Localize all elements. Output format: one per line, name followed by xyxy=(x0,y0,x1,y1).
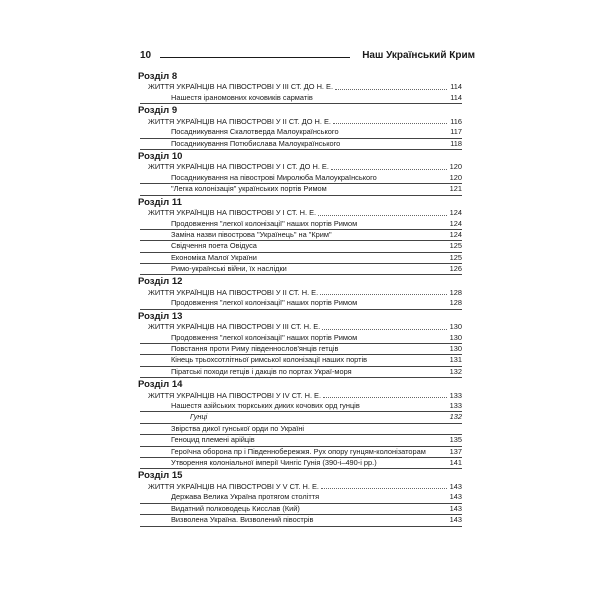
entry-title: Гунці xyxy=(190,412,448,422)
entry-title: ЖИТТЯ УКРАЇНЦІВ НА ПІВОСТРОВІ У ІІІ СТ. ДО Н. Е. xyxy=(148,82,334,92)
entry-title: ЖИТТЯ УКРАЇНЦІВ НА ПІВОСТРОВІ У ІІ СТ. Н. Е. xyxy=(148,287,319,297)
section-title: Розділ 12 xyxy=(138,276,183,288)
entry-page-number: 143 xyxy=(449,515,462,525)
entry-title: Звірства дикої гунської орди по Україні xyxy=(171,424,448,434)
dot-leader xyxy=(322,329,447,330)
entry-page-number: 132 xyxy=(449,412,462,422)
toc-entry[interactable] xyxy=(140,435,462,446)
toc-entry[interactable] xyxy=(140,492,462,503)
entry-title: Посадникування Потюбислава Малоукраїнського xyxy=(171,139,448,149)
entry-title: ЖИТТЯ УКРАЇНЦІВ НА ПІВОСТРОВІ У ІІ СТ. ДО Н. Е. xyxy=(148,116,331,126)
table-of-contents xyxy=(140,70,462,527)
toc-section xyxy=(140,197,462,276)
dot-leader xyxy=(333,123,447,124)
entry-page-number: 114 xyxy=(450,92,462,102)
entry-title: Держава Велика Україна протягом століття xyxy=(171,492,448,502)
entry-page-number: 130 xyxy=(449,344,462,354)
entry-page-number: 130 xyxy=(449,332,462,342)
toc-entry[interactable] xyxy=(140,504,462,515)
entry-title: "Легка колонізація" українських портів Римом xyxy=(171,184,448,194)
running-title: Наш Український Крим xyxy=(362,50,475,61)
entry-title: ЖИТТЯ УКРАЇНЦІВ НА ПІВОСТРОВІ У IV СТ. Н. Е. xyxy=(148,390,322,400)
entry-page-number: 137 xyxy=(449,446,462,456)
toc-section xyxy=(140,276,462,309)
entry-title: Продовження "легкої колонізації" наших портів Римом xyxy=(171,333,448,343)
toc-entry[interactable] xyxy=(140,515,462,526)
toc-entry[interactable] xyxy=(140,241,462,252)
entry-page-number: 114 xyxy=(450,82,462,92)
dot-leader xyxy=(335,89,447,90)
toc-entry[interactable] xyxy=(140,184,462,195)
entry-title: Кінець трьохсотлітньої римської колонізації наших портів xyxy=(171,355,448,365)
toc-section xyxy=(140,71,462,104)
toc-entry[interactable] xyxy=(140,344,462,355)
toc-section xyxy=(140,311,462,378)
entry-page-number: 124 xyxy=(449,229,462,239)
entry-page-number: 133 xyxy=(449,390,462,400)
toc-section xyxy=(140,379,462,469)
dot-leader xyxy=(318,215,447,216)
toc-entry[interactable] xyxy=(140,333,462,344)
entry-page-number: 126 xyxy=(449,264,462,274)
toc-entry[interactable] xyxy=(140,173,462,184)
entry-title: Продовження "легкої колонізації" наших портів Римом xyxy=(171,298,448,308)
entry-page-number: 117 xyxy=(450,127,462,137)
toc-entry[interactable] xyxy=(140,424,462,435)
entry-title: ЖИТТЯ УКРАЇНЦІВ НА ПІВОСТРОВІ У І СТ. Н. Е. xyxy=(148,208,317,218)
toc-entry[interactable] xyxy=(140,458,462,469)
entry-page-number: 121 xyxy=(449,184,462,194)
section-title: Розділ 11 xyxy=(138,196,182,208)
entry-title: Посадникування на півострові Миролюба Малоукраїнського xyxy=(171,173,448,183)
toc-section xyxy=(140,105,462,150)
toc-entry[interactable] xyxy=(140,367,462,378)
entry-title: Посадникування Скалотверда Малоукраїнського xyxy=(171,127,448,137)
header-rule xyxy=(160,57,350,58)
entry-title: Піратські походи гетців і дакців по портах Украї-моря xyxy=(171,367,448,377)
toc-entry[interactable] xyxy=(140,447,462,458)
entry-title: Геноцид племені арійців xyxy=(171,435,448,445)
entry-title: ЖИТТЯ УКРАЇНЦІВ НА ПІВОСТРОВІ У ІІІ СТ. Н. Е. xyxy=(148,322,321,332)
entry-page-number: 132 xyxy=(449,366,462,376)
entry-title: Нашестя азійських тюркських диких кочових орд гунців xyxy=(171,401,448,411)
entry-page-number: 120 xyxy=(449,162,462,172)
entry-page-number: 133 xyxy=(449,401,462,411)
dot-leader xyxy=(323,397,447,398)
entry-title: Свідчення поета Овідуса xyxy=(171,241,448,251)
toc-chapter-entry[interactable] xyxy=(140,83,462,93)
entry-page-number: 141 xyxy=(449,458,462,468)
entry-title: Продовження "легкої колонізації" наших портів Римом xyxy=(171,219,448,229)
entry-title: Римо-українські війни, їх наслідки xyxy=(171,264,448,274)
entry-page-number: 124 xyxy=(449,208,462,218)
toc-entry[interactable] xyxy=(140,264,462,275)
toc-chapter-entry[interactable] xyxy=(140,391,462,401)
toc-chapter-entry[interactable] xyxy=(140,322,462,332)
dot-leader xyxy=(321,488,447,489)
entry-page-number: 143 xyxy=(449,503,462,513)
entry-title: Нашестя іраномовних кочовиків сарматів xyxy=(171,93,448,103)
toc-entry[interactable] xyxy=(140,93,462,104)
page-number: 10 xyxy=(140,50,152,61)
toc-section xyxy=(140,470,462,526)
entry-title: ЖИТТЯ УКРАЇНЦІВ НА ПІВОСТРОВІ У V СТ. Н. Е. xyxy=(148,481,319,491)
toc-entry[interactable] xyxy=(140,298,462,309)
entry-page-number: 124 xyxy=(449,218,462,228)
dot-leader xyxy=(320,294,447,295)
entry-title: Економіка Малої України xyxy=(171,253,448,263)
entry-title: ЖИТТЯ УКРАЇНЦІВ НА ПІВОСТРОВІ У І СТ. ДО Н. Е. xyxy=(148,162,329,172)
toc-entry[interactable] xyxy=(140,355,462,366)
entry-page-number: 120 xyxy=(449,172,462,182)
toc-entry[interactable] xyxy=(140,412,462,423)
entry-page-number: 118 xyxy=(450,138,462,148)
entry-page-number: 128 xyxy=(449,287,462,297)
running-header xyxy=(140,50,475,66)
entry-title: Заміна назви півострова "Українець" на "Крим" xyxy=(171,230,448,240)
toc-chapter-entry[interactable] xyxy=(140,162,462,172)
toc-entry[interactable] xyxy=(140,127,462,138)
section-title: Розділ 15 xyxy=(138,470,183,482)
section-title: Розділ 13 xyxy=(138,310,183,322)
toc-entry[interactable] xyxy=(140,253,462,264)
toc-chapter-entry[interactable] xyxy=(140,208,462,218)
entry-page-number: 135 xyxy=(449,435,462,445)
section-title: Розділ 8 xyxy=(138,71,178,82)
toc-chapter-entry[interactable] xyxy=(140,482,462,492)
section-title: Розділ 9 xyxy=(138,105,178,117)
section-title: Розділ 10 xyxy=(138,150,183,162)
toc-section xyxy=(140,151,462,196)
dot-leader xyxy=(331,169,447,170)
entry-page-number: 125 xyxy=(449,241,462,251)
toc-entry[interactable] xyxy=(140,219,462,230)
entry-page-number: 130 xyxy=(449,322,462,332)
entry-title: Героїчна оборона пр і Південнобережжя. Рух опору гунцям-колонізаторам xyxy=(171,447,462,457)
entry-title: Видатний полководець Кисслав (Кий) xyxy=(171,504,448,514)
toc-chapter-entry[interactable] xyxy=(140,288,462,298)
toc-entry[interactable] xyxy=(140,139,462,150)
entry-page-number: 131 xyxy=(449,355,462,365)
entry-page-number: 125 xyxy=(449,252,462,262)
entry-page-number: 143 xyxy=(449,481,462,491)
entry-page-number: 143 xyxy=(449,492,462,502)
entry-page-number: 128 xyxy=(449,298,462,308)
entry-title: Утворення колоніальної імперії Чингіс Гунія (390-і–490-і рр.) xyxy=(171,458,448,468)
entry-title: Визволена Україна. Визволений півострів xyxy=(171,515,448,525)
entry-title: Повстання проти Риму південнослов'янців гетців xyxy=(171,344,448,354)
toc-entry[interactable] xyxy=(140,401,462,412)
toc-chapter-entry[interactable] xyxy=(140,117,462,127)
toc-entry[interactable] xyxy=(140,230,462,241)
entry-page-number: 116 xyxy=(450,116,462,126)
section-title: Розділ 14 xyxy=(138,379,183,391)
